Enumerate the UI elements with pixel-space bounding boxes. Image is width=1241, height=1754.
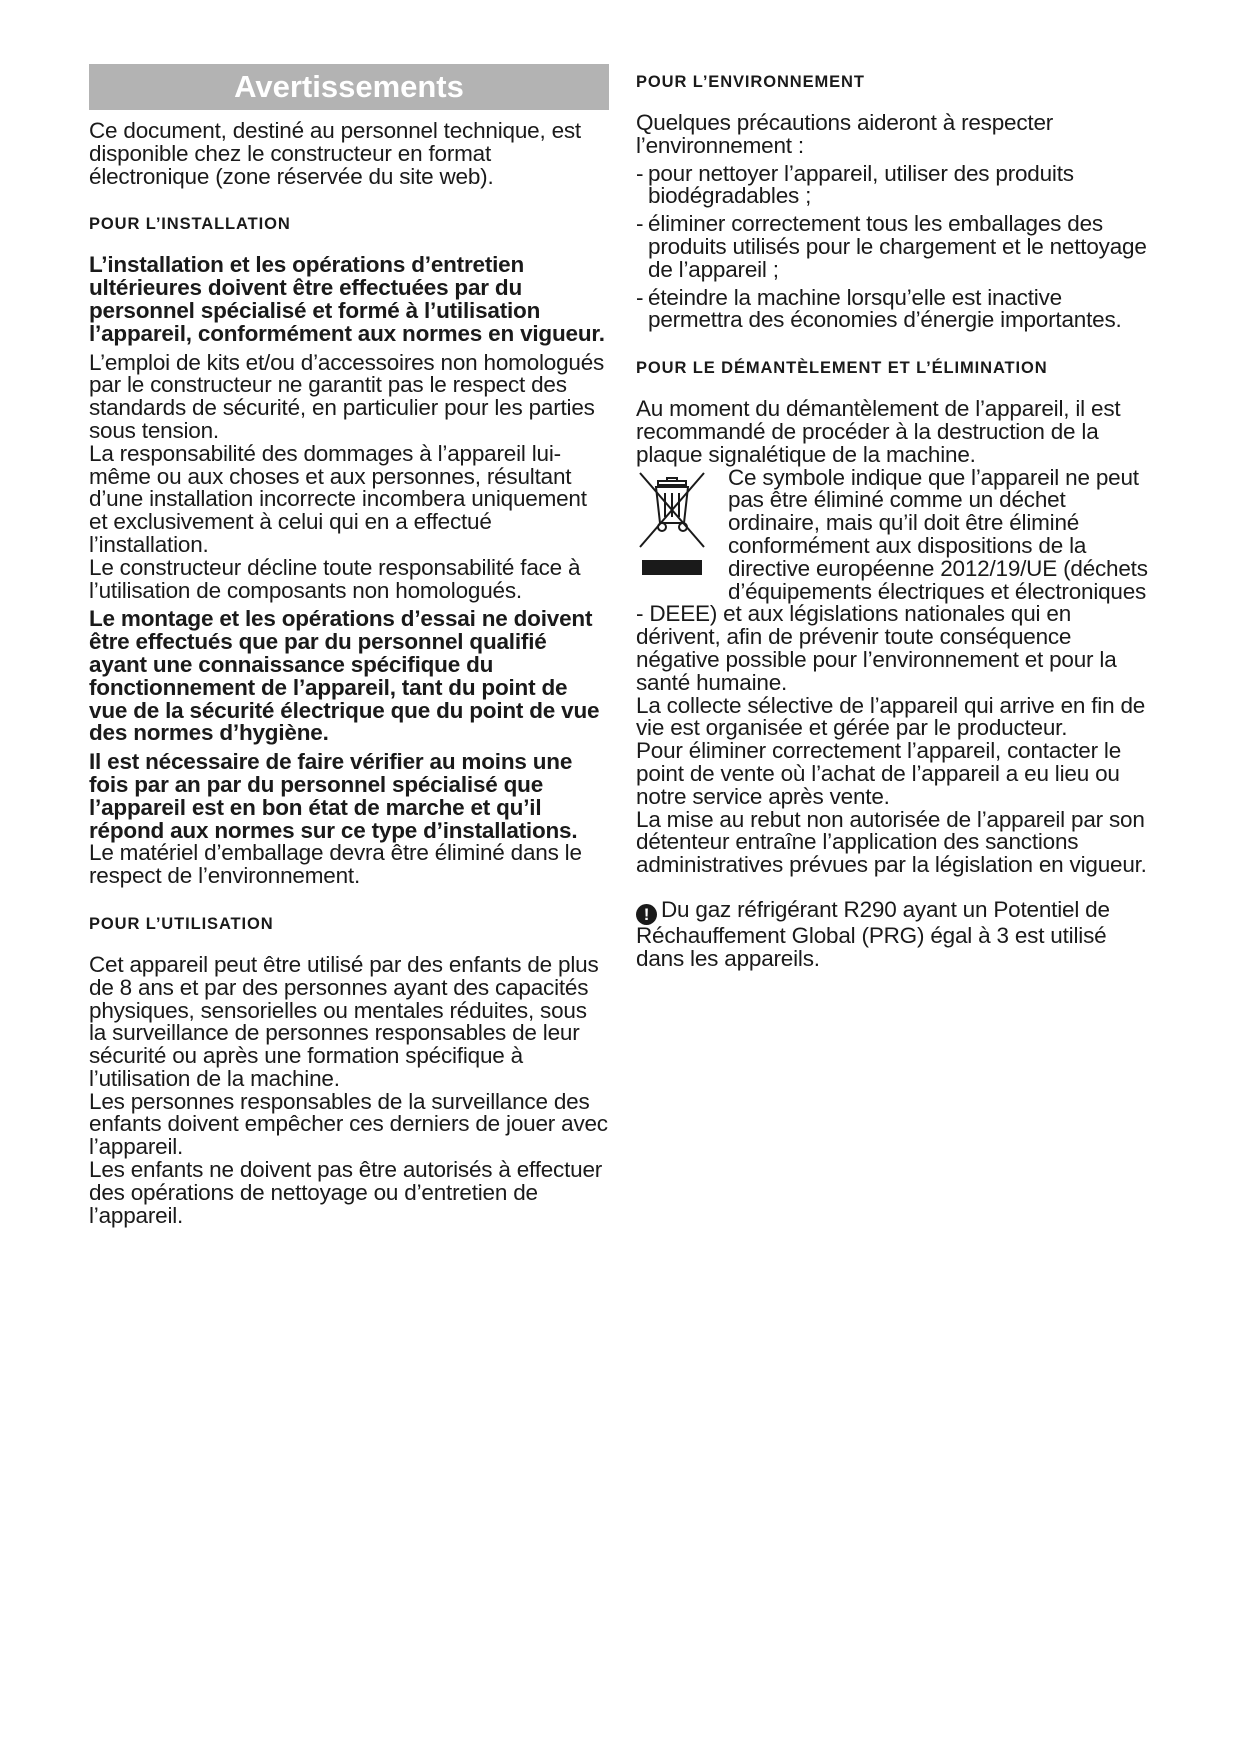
section-heading-environnement: POUR L’ENVIRONNEMENT <box>636 73 865 91</box>
demantelement-collection-paragraph: La collecte sélective de l’appareil qui arrive en fin de vie est organisée et gérée par le producteur. <box>636 692 1146 741</box>
list-item: - pour nettoyer l’appareil, utiliser des produits biodégradables ; <box>636 160 1074 209</box>
weee-symbol-paragraph: Ce symbole indique que l’appareil ne peut pas être éliminé comme un déchet ordinaire, mais qu’il doit être éliminé conformément aux dispositions de la directive européenne 2012/19/UE (déchets d’équipements électriques et électroniques - DEEE) et aux législations nationales qui en dérivent, afin de prévenir toute conséquence négative possible pour l’environnement et pour la santé humaine. <box>636 464 1148 695</box>
crossed-out-wheelie-bin-icon <box>636 469 708 579</box>
gaz-warning-paragraph <box>636 896 1156 971</box>
utilisation-cleaning-paragraph: Les enfants ne doivent pas être autorisés à effectuer des opérations de nettoyage ou d’entretien de l’appareil. <box>89 1157 603 1228</box>
section-heading-utilisation: POUR L’UTILISATION <box>89 914 274 933</box>
gaz-warning-text: Du gaz réfrigérant R290 ayant un Potentiel de Réchauffement Global (PRG) égal à 3 est utilisé dans les appareils. <box>636 896 1110 971</box>
installation-responsibility-paragraph: La responsabilité des dommages à l’appareil lui-même ou aux choses et aux personnes, résultant d’une installation incorrecte incombera uniquement et exclusivement à celui qui en a effectué l’installation. <box>89 440 587 557</box>
intro-paragraph: Ce document, destiné au personnel technique, est disponible chez le constructeur en format électronique (zone réservée du site web). <box>89 118 581 189</box>
installation-components-paragraph: Le constructeur décline toute responsabilité face à l’utilisation de composants non homologués. <box>89 554 581 603</box>
demantelement-plate-paragraph: Au moment du démantèlement de l’appareil, il est recommandé de procéder à la destruction de la plaque signalétique de la machine. <box>636 396 1121 467</box>
demantelement-contact-paragraph: Pour éliminer correctement l’appareil, contacter le point de vente où l’achat de l’appareil a eu lieu ou notre service après vente. <box>636 738 1122 809</box>
list-item: - éteindre la machine lorsqu’elle est inactive permettra des économies d’énergie importantes. <box>636 284 1122 333</box>
utilisation-children-paragraph: Cet appareil peut être utilisé par des enfants de plus de 8 ans et par des personnes ayant des capacités physiques, sensorielles ou mentales réduites, sous la surveillance de personnes responsables de leur sécurité ou après une formation spécifique à l’utilisation de la machine. <box>89 951 599 1091</box>
section-heading-installation: POUR L’INSTALLATION <box>89 215 291 234</box>
utilisation-supervision-paragraph: Les personnes responsables de la surveillance des enfants doivent empêcher ces derniers de jouer avec l’appareil. <box>89 1088 608 1160</box>
left-column <box>89 64 609 1227</box>
environnement-list <box>636 160 1156 333</box>
installation-packaging-paragraph: Le matériel d’emballage devra être éliminé dans le respect de l’environnement. <box>89 840 582 889</box>
environnement-intro: Quelques précautions aideront à respecter l’environnement : <box>636 110 1054 158</box>
installation-kits-paragraph: L’emploi de kits et/ou d’accessoires non homologués par le constructeur ne garantit pas le respect des standards de sécurité, en particulier pour les parties sous tension. <box>89 349 605 443</box>
section-heading-demantelement: POUR LE DÉMANTÈLEMENT ET L’ÉLIMINATION <box>636 359 1048 378</box>
installation-warning-bold: L’installation et les opérations d’entretien ultérieures doivent être effectuées par du personnel spécialisé et formé à l’utilisation l’appareil, conformément aux normes en vigueur. <box>89 252 605 346</box>
demantelement-sanctions-paragraph: La mise au rebut non autorisée de l’appareil par son détenteur entraîne l’application des sanctions administratives prévues par la législation en vigueur. <box>636 806 1147 878</box>
page-title: Avertissements <box>89 64 609 110</box>
installation-assembly-bold: Le montage et les opérations d’essai ne doivent être effectués que par du personnel qualifié ayant une connaissance spécifique du fonctionnement de l’appareil, tant du point de vue de la sécurité électrique que du point de vue des normes d’hygiène. <box>89 606 600 746</box>
weee-block <box>636 464 1156 695</box>
exclamation-circle-icon: ! <box>636 904 657 925</box>
right-column <box>636 64 1156 971</box>
installation-annual-check-bold: Il est nécessaire de faire vérifier au moins une fois par an par du personnel spécialisé que l’appareil est en bon état de marche et qu’il répond aux normes sur ce type d’installations. <box>89 749 578 843</box>
list-item: - éliminer correctement tous les emballages des produits utilisés pour le chargement et le nettoyage de l’appareil ; <box>636 211 1147 282</box>
